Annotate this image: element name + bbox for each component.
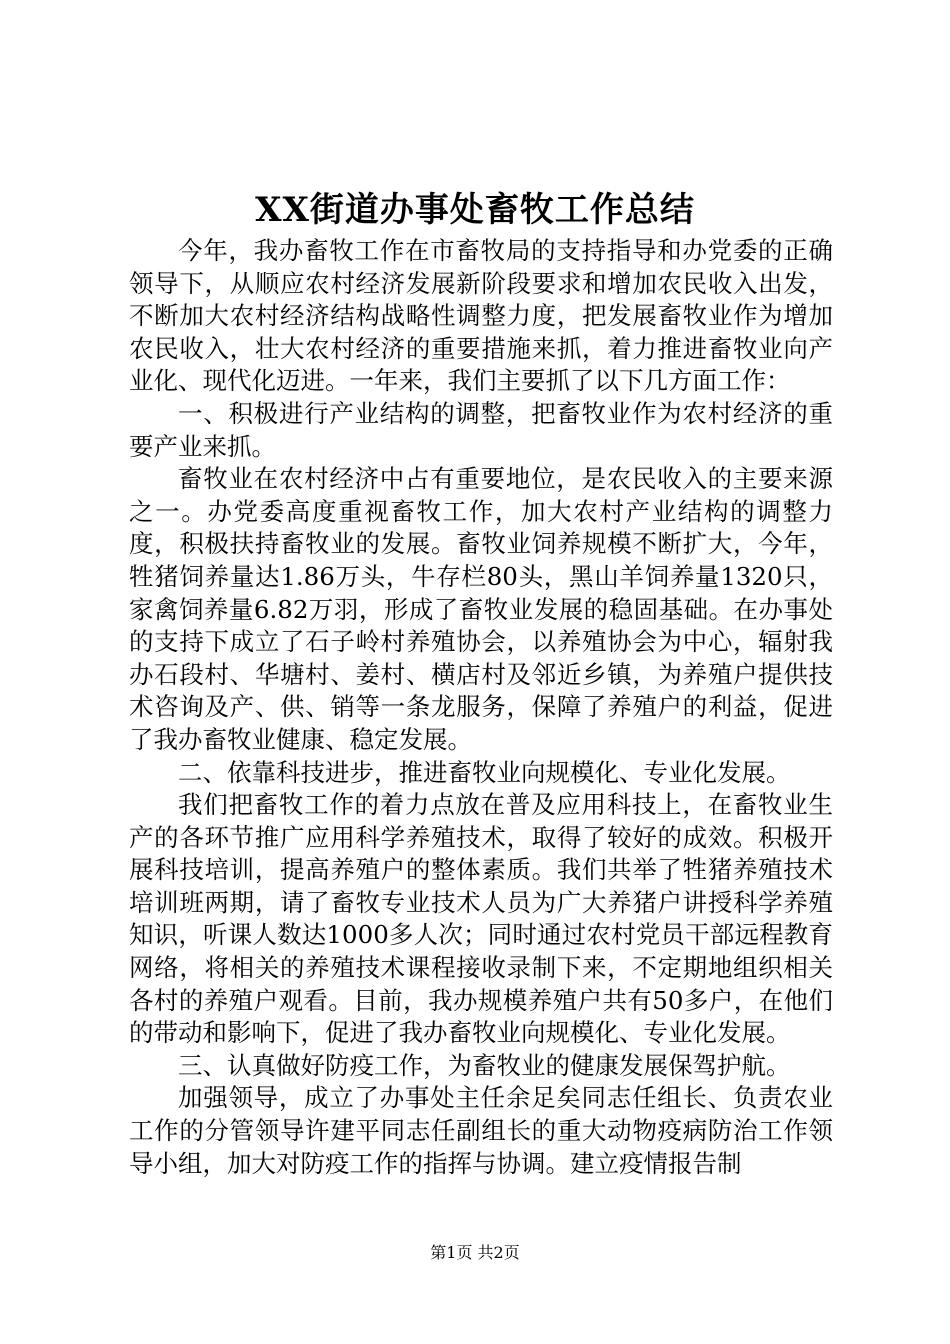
document-body: [129, 235, 833, 1180]
section-heading: 一、积极进行产业结构的调整，把畜牧业作为农村经济的重要产业来抓。: [129, 398, 833, 461]
page-footer: 第1页 共2页: [430, 1243, 520, 1262]
paragraph: 畜牧业在农村经济中占有重要地位，是农民收入的主要来源之一。办党委高度重视畜牧工作，加大农村产业结构的调整力度，积极扶持畜牧业的发展。畜牧业饲养规模不断扩大，今年，牲猪饲养量达1.86万头，牛存栏80头，黑山羊饲养量1320只，家禽饲养量6.82万羽，形成了畜牧业发展的稳固基础。在办事处的支持下成立了石子岭村养殖协会，以养殖协会为中心，辐射我办石段村、华塘村、姜村、横店村及邻近乡镇，为养殖户提供技术咨询及产、供、销等一条龙服务，保障了养殖户的利益，促进了我办畜牧业健康、稳定发展。: [129, 464, 833, 754]
document-title: XX街道办事处畜牧工作总结: [255, 190, 695, 230]
section-heading: 三、认真做好防疫工作，为畜牧业的健康发展保驾护航。: [178, 1050, 791, 1080]
paragraph: 加强领导，成立了办事处主任余足矣同志任组长、负责农业工作的分管领导许建平同志任副组长的重大动物疫病防治工作领导小组，加大对防疫工作的指挥与协调。建立疫情报告制: [129, 1083, 833, 1178]
paragraph: 今年，我办畜牧工作在市畜牧局的支持指导和办党委的正确领导下，从顺应农村经济发展新阶段要求和增加农民收入出发，不断加大农村经济结构战略性调整力度，把发展畜牧业作为增加农民收入，壮大农村经济的重要措施来抓，着力推进畜牧业向产业化、现代化迈进。一年来，我们主要抓了以下几方面工作：: [129, 236, 833, 396]
paragraph: 我们把畜牧工作的着力点放在普及应用科技上，在畜牧业生产的各环节推广应用科学养殖技术，取得了较好的成效。积极开展科技培训，提高养殖户的整体素质。我们共举了牲猪养殖技术培训班两期，请了畜牧专业技术人员为广大养猪户讲授科学养殖知识，听课人数达1000多人次；同时通过农村党员干部远程教育网络，将相关的养殖技术课程接收录制下来，不定期地组织相关各村的养殖户观看。目前，我办规模养殖户共有50多户，在他们的带动和影响下，促进了我办畜牧业向规模化、专业化发展。: [129, 790, 833, 1048]
section-heading: 二、依靠科技进步，推进畜牧业向规模化、专业化发展。: [178, 757, 791, 787]
